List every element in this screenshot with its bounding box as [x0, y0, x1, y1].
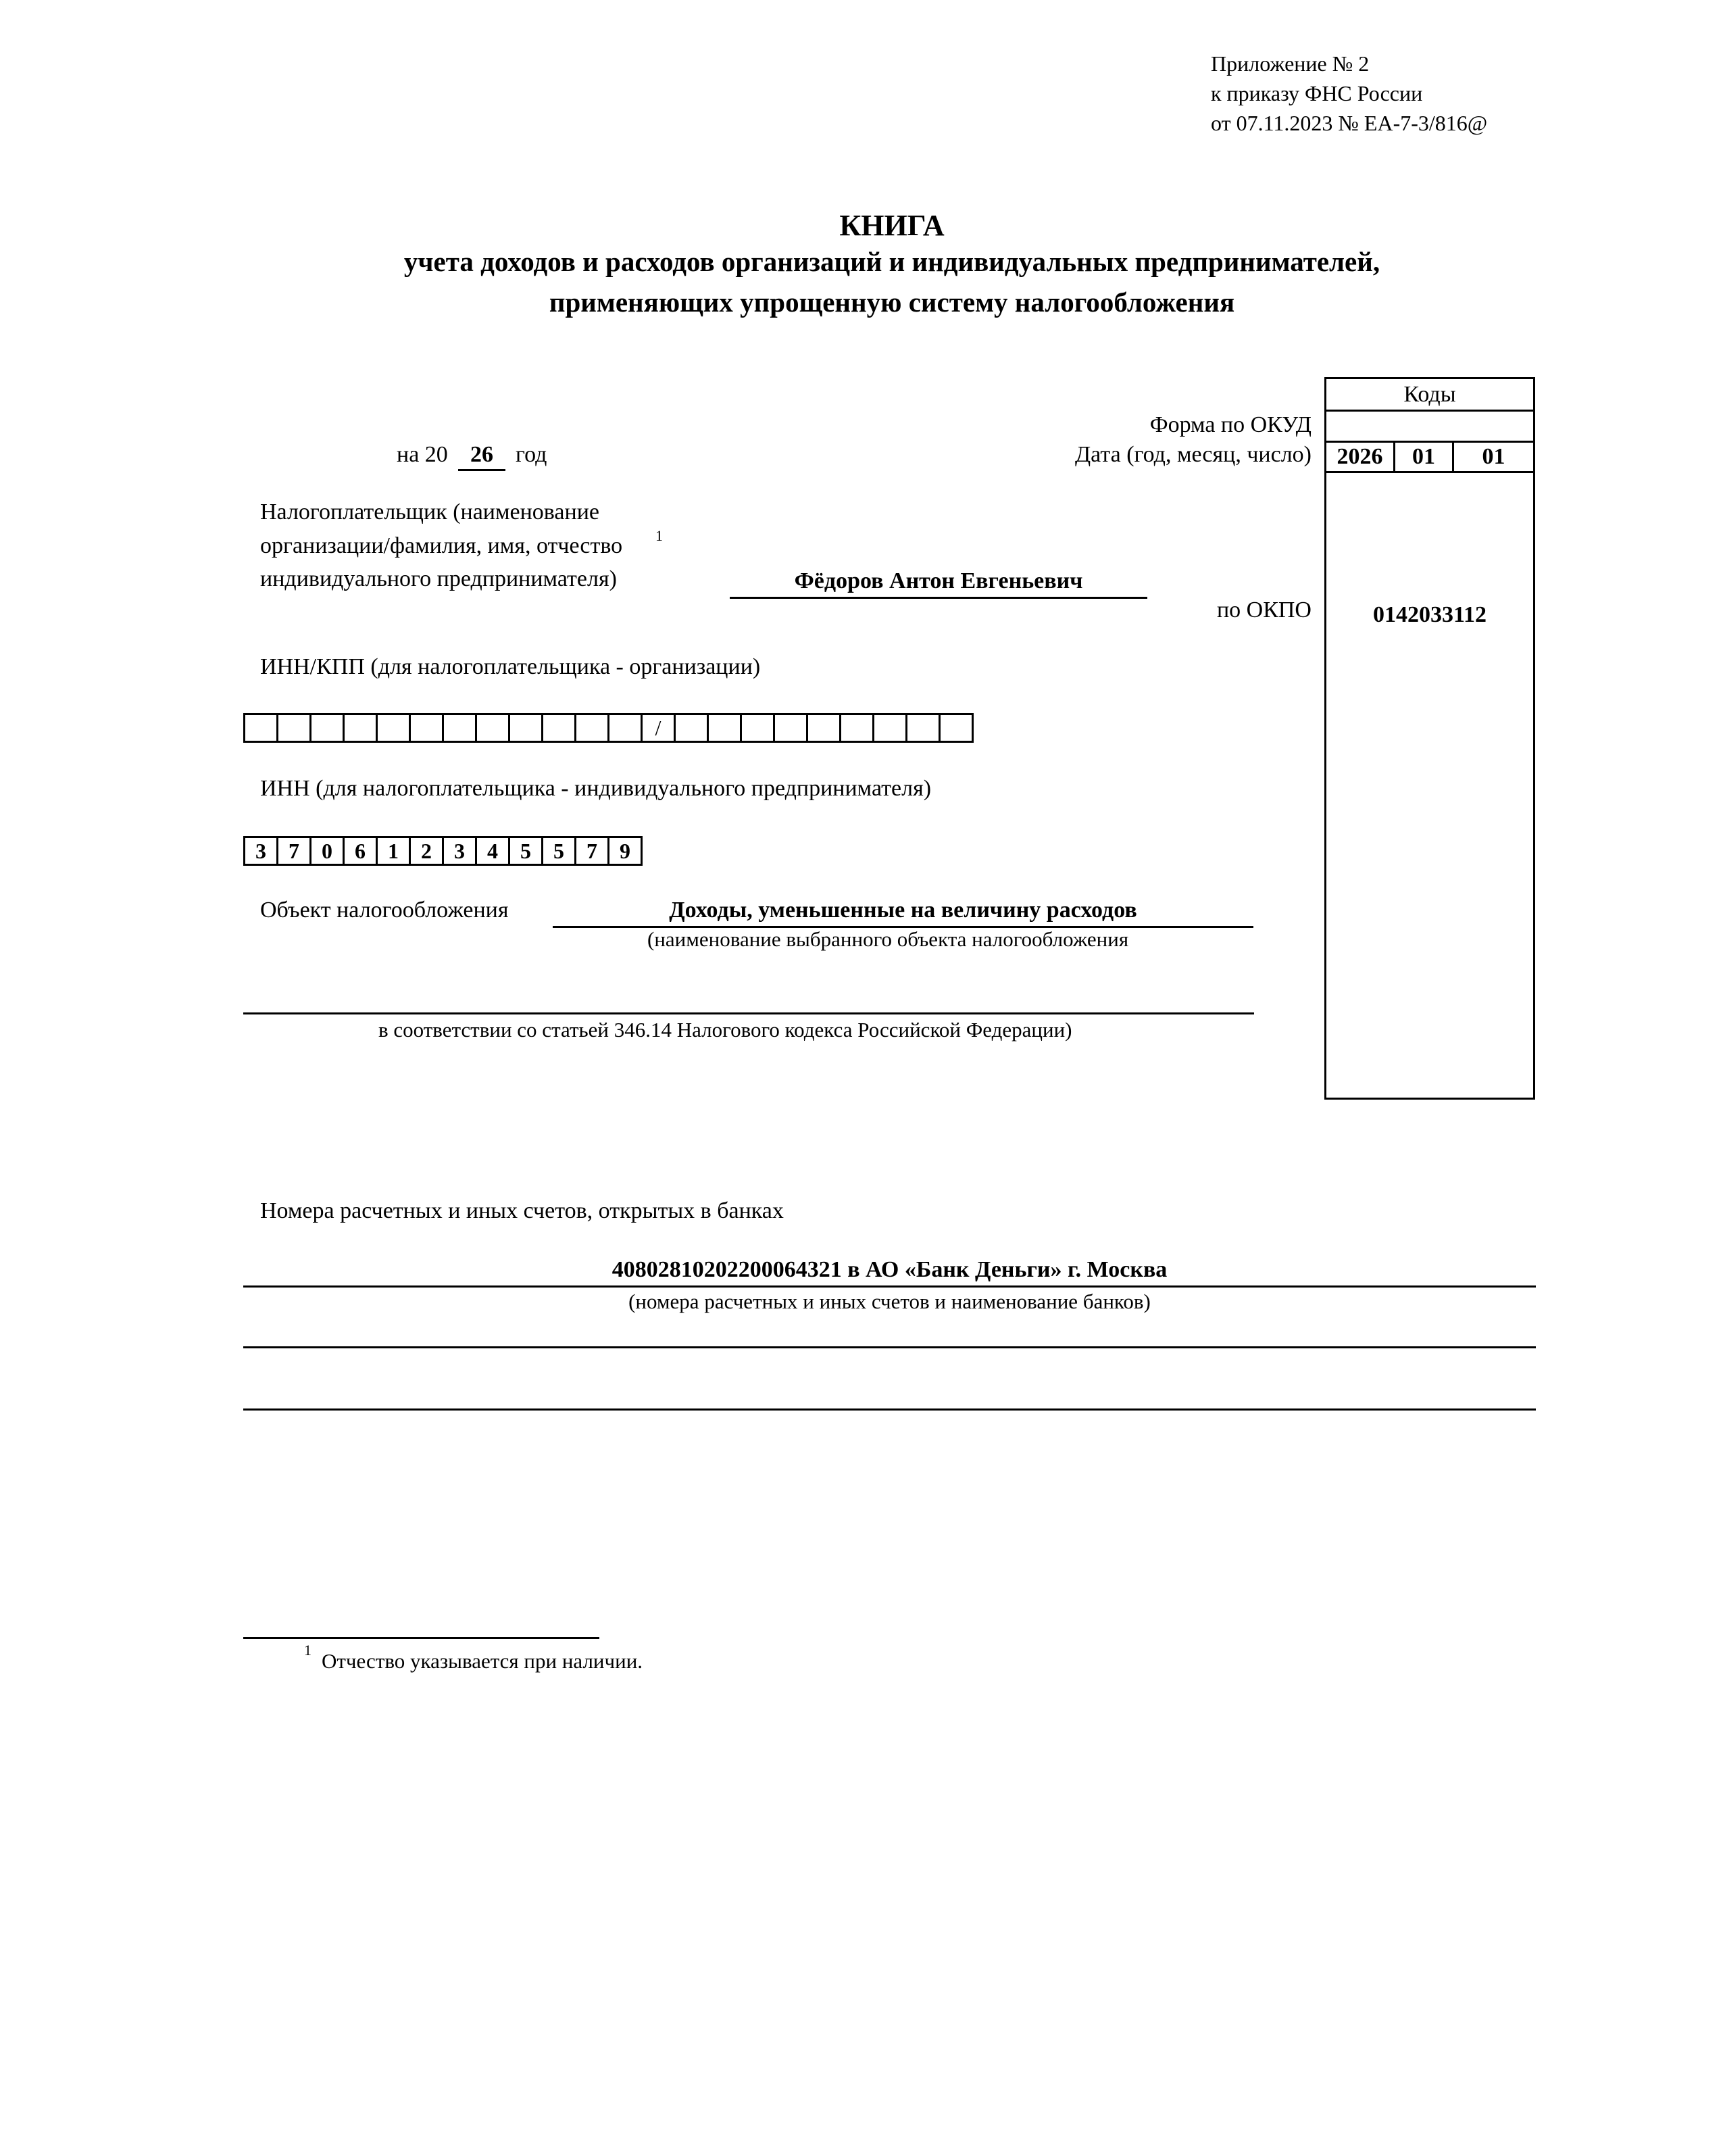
inn-cell[interactable] — [508, 713, 543, 743]
document-subtitle: учета доходов и расходов организаций и индивидуальных предпринимателей, — [403, 246, 1380, 277]
inn-cell[interactable] — [607, 713, 643, 743]
tax-object-field[interactable]: Доходы, уменьшенные на величину расходов — [553, 899, 1253, 928]
appendix-line: Приложение № 2 — [1211, 51, 1370, 76]
inn-ip-digit[interactable]: 3 — [243, 836, 278, 866]
tax-object-caption: (наименование выбранного объекта налогообложения — [647, 927, 1129, 951]
inn-ip-digit[interactable]: 6 — [343, 836, 378, 866]
year-prefix: на 20 — [397, 442, 448, 467]
accounts-caption: (номера расчетных и иных счетов и наименование банков) — [628, 1290, 1151, 1313]
appendix-note — [1211, 49, 1487, 138]
taxpayer-label: организации/фамилия, имя, отчество — [260, 533, 623, 558]
kpp-cell[interactable] — [740, 713, 775, 743]
okpo-value: 0142033112 — [1372, 602, 1487, 627]
inn-cell[interactable] — [475, 713, 510, 743]
accounts-field[interactable]: 40802810202200064321 в АО «Банк Деньги» г. Москва — [243, 1258, 1536, 1288]
inn-ip-digit[interactable]: 5 — [508, 836, 543, 866]
taxpayer-label: индивидуального предпринимателя) — [260, 566, 617, 591]
year-value[interactable]: 26 — [458, 443, 505, 471]
footnote-separator — [243, 1637, 599, 1639]
inn-ip-digit[interactable]: 3 — [442, 836, 477, 866]
inn-kpp-boxes[interactable] — [243, 713, 974, 743]
inn-cell[interactable] — [243, 713, 278, 743]
year-suffix: год — [516, 442, 547, 467]
document-title: КНИГА — [839, 209, 945, 242]
inn-cell[interactable] — [409, 713, 444, 743]
okud-label: Форма по ОКУД — [1149, 412, 1312, 437]
tax-object-caption: в соответствии со статьей 346.14 Налогового кодекса Российской Федерации) — [378, 1018, 1072, 1042]
taxpayer-name-field[interactable]: Фёдоров Антон Евгеньевич — [730, 570, 1147, 599]
date-label: Дата (год, месяц, число) — [1074, 442, 1312, 467]
kpp-cell[interactable] — [939, 713, 974, 743]
inn-cell[interactable] — [276, 713, 311, 743]
okpo-label: по ОКПО — [1216, 597, 1312, 622]
inn-ip-digit[interactable]: 0 — [309, 836, 345, 866]
accounts-label: Номера расчетных и иных счетов, открытых в банках — [260, 1198, 784, 1223]
date-year: 2026 — [1337, 444, 1383, 469]
accounts-line — [243, 1346, 1536, 1348]
inn-ip-digit[interactable]: 1 — [376, 836, 411, 866]
document-subtitle: применяющих упрощенную систему налогообложения — [549, 287, 1235, 318]
accounts-line — [243, 1408, 1536, 1411]
kpp-cell[interactable] — [806, 713, 841, 743]
inn-ip-digit[interactable]: 2 — [409, 836, 444, 866]
inn-ip-digit[interactable]: 5 — [541, 836, 576, 866]
codes-box — [1324, 377, 1535, 1100]
footnote-mark: 1 — [304, 1642, 311, 1659]
inn-ip-digit[interactable]: 7 — [276, 836, 311, 866]
codes-header: Коды — [1403, 382, 1456, 407]
appendix-line: к приказу ФНС России — [1211, 81, 1423, 105]
appendix-line: от 07.11.2023 № ЕА-7-3/816@ — [1211, 111, 1488, 135]
kpp-cell[interactable] — [707, 713, 742, 743]
inn-cell[interactable] — [309, 713, 345, 743]
kpp-cell[interactable] — [905, 713, 941, 743]
footnote-text: Отчество указывается при наличии. — [322, 1649, 643, 1673]
inn-kpp-label: ИНН/КПП (для налогоплательщика - организации) — [260, 654, 761, 679]
kpp-cell[interactable] — [872, 713, 907, 743]
date-day: 01 — [1482, 444, 1505, 469]
inn-ip-digit[interactable]: 7 — [574, 836, 609, 866]
inn-kpp-separator: / — [641, 713, 676, 743]
inn-cell[interactable] — [574, 713, 609, 743]
inn-ip-label: ИНН (для налогоплательщика - индивидуального предпринимателя) — [260, 776, 932, 801]
taxpayer-label: Налогоплательщик (наименование — [260, 499, 599, 524]
inn-cell[interactable] — [343, 713, 378, 743]
kpp-cell[interactable] — [674, 713, 709, 743]
inn-cell[interactable] — [541, 713, 576, 743]
tax-object-line — [243, 1012, 1254, 1014]
inn-ip-boxes[interactable] — [243, 836, 643, 866]
tax-object-label: Объект налогообложения — [260, 898, 509, 923]
date-month: 01 — [1412, 444, 1435, 469]
inn-ip-digit[interactable]: 9 — [607, 836, 643, 866]
kpp-cell[interactable] — [839, 713, 874, 743]
kpp-cell[interactable] — [773, 713, 808, 743]
inn-cell[interactable] — [442, 713, 477, 743]
footnote-mark: 1 — [655, 527, 663, 544]
inn-ip-digit[interactable]: 4 — [475, 836, 510, 866]
inn-cell[interactable] — [376, 713, 411, 743]
